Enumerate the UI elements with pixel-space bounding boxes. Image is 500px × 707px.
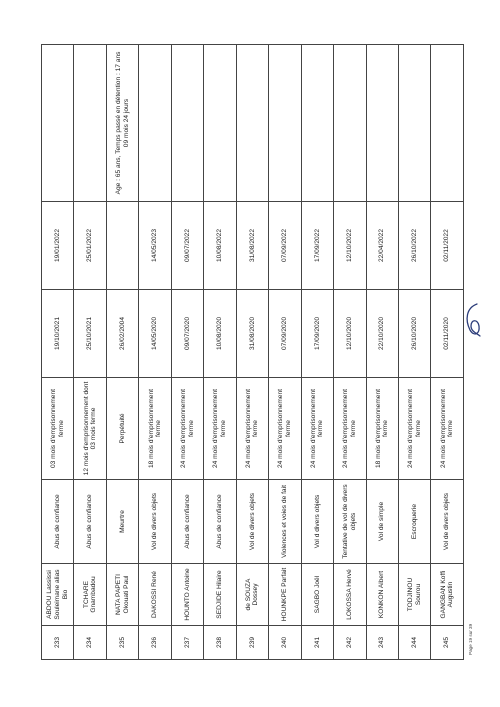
inmate-name-cell: DAKOSSI René <box>139 564 171 626</box>
row-number-cell: 236 <box>139 626 171 660</box>
detention-date-cell: 17/09/2020 <box>301 290 333 378</box>
sentence-cell: 24 mois d'emprisonnement ferme <box>171 378 203 480</box>
inmate-name-cell: KONKON Albert <box>366 564 398 626</box>
detention-date-cell: 12/10/2020 <box>334 290 366 378</box>
release-date-cell: 25/01/2022 <box>74 202 106 290</box>
detention-date-cell: 19/10/2021 <box>42 290 74 378</box>
release-date-cell <box>106 202 138 290</box>
observation-cell <box>398 45 430 202</box>
sentence-cell: 03 mois d'emprisonnement ferme <box>42 378 74 480</box>
sentence-cell: 12 mois d'emprisonnement dont 03 mois ferme <box>74 378 106 480</box>
table-row <box>171 45 203 660</box>
detention-date-cell: 26/10/2020 <box>398 290 430 378</box>
observation-cell <box>204 45 236 202</box>
table-row <box>106 45 138 660</box>
observation-cell <box>74 45 106 202</box>
table-row <box>139 45 171 660</box>
inmate-name-cell: HOUNTO Antoine <box>171 564 203 626</box>
release-date-cell: 07/09/2022 <box>269 202 301 290</box>
offense-cell: Violences et voies de fait <box>269 480 301 564</box>
observation-cell <box>366 45 398 202</box>
inmate-name-cell: SEDJIDE Hilaire <box>204 564 236 626</box>
observation-cell <box>236 45 268 202</box>
inmate-name-cell: HOUNKPE Parfait <box>269 564 301 626</box>
row-number-cell: 240 <box>269 626 301 660</box>
inmate-name-cell: NATA PAPETI Okouati Paul <box>106 564 138 626</box>
row-number-cell: 243 <box>366 626 398 660</box>
row-number-cell: 239 <box>236 626 268 660</box>
observation-cell <box>171 45 203 202</box>
release-date-cell: 17/09/2022 <box>301 202 333 290</box>
sentence-cell: 24 mois d'emprisonnement ferme <box>204 378 236 480</box>
offense-cell: Tentative de vol de divers objets <box>334 480 366 564</box>
row-number-cell: 244 <box>398 626 430 660</box>
detention-date-cell: 25/10/2021 <box>74 290 106 378</box>
table-row <box>431 45 463 660</box>
observation-cell <box>431 45 463 202</box>
observation-cell <box>139 45 171 202</box>
offense-cell: Vol de divers objets <box>139 480 171 564</box>
row-number-cell: 241 <box>301 626 333 660</box>
sentence-cell: 24 mois d'emprisonnement ferme <box>269 378 301 480</box>
table-row <box>42 45 74 660</box>
prisoner-table <box>41 44 464 660</box>
observation-cell <box>269 45 301 202</box>
release-date-cell: 19/01/2022 <box>42 202 74 290</box>
detention-date-cell: 14/05/2020 <box>139 290 171 378</box>
prisoner-table-region <box>41 45 463 660</box>
table-row <box>74 45 106 660</box>
sentence-cell: 24 mois d'emprisonnement ferme <box>398 378 430 480</box>
detention-date-cell: 09/07/2020 <box>171 290 203 378</box>
detention-date-cell: 22/10/2020 <box>366 290 398 378</box>
offense-cell: Meurtre <box>106 480 138 564</box>
observation-cell <box>334 45 366 202</box>
table-row <box>236 45 268 660</box>
row-number-cell: 238 <box>204 626 236 660</box>
offense-cell: Abus de confiance <box>42 480 74 564</box>
inmate-name-cell: GANGBAN Koffi Augustin <box>431 564 463 626</box>
inmate-name-cell: LOKOSSA Hervé <box>334 564 366 626</box>
inmate-name-cell: ABDOU Lassissi Souleimane alias Bio <box>42 564 74 626</box>
table-row <box>301 45 333 660</box>
detention-date-cell: 31/08/2020 <box>236 290 268 378</box>
offense-cell: Abus de confiance <box>171 480 203 564</box>
sentence-cell: 18 mois d'emprisonnement ferme <box>366 378 398 480</box>
table-row <box>334 45 366 660</box>
inmate-name-cell: TCHARE Gnambadou <box>74 564 106 626</box>
sentence-cell: 24 mois d'emprisonnement ferme <box>236 378 268 480</box>
offense-cell: Abus de confiance <box>74 480 106 564</box>
release-date-cell: 31/08/2022 <box>236 202 268 290</box>
sentence-cell: 24 mois d'emprisonnement ferme <box>301 378 333 480</box>
release-date-cell: 12/10/2022 <box>334 202 366 290</box>
release-date-cell: 14/05/2023 <box>139 202 171 290</box>
row-number-cell: 245 <box>431 626 463 660</box>
sentence-cell: 24 mois d'emprisonnement ferme <box>334 378 366 480</box>
offense-cell: Escroquerie <box>398 480 430 564</box>
table-body <box>42 45 464 660</box>
row-number-cell: 237 <box>171 626 203 660</box>
offense-cell: Abus de confiance <box>204 480 236 564</box>
inmate-name-cell: TODJINOU Sourou <box>398 564 430 626</box>
detention-date-cell: 10/08/2020 <box>204 290 236 378</box>
row-number-cell: 233 <box>42 626 74 660</box>
table-row <box>204 45 236 660</box>
sentence-cell: 24 mois d'emprisonnement ferme <box>431 378 463 480</box>
row-number-cell: 234 <box>74 626 106 660</box>
detention-date-cell: 26/02/2004 <box>106 290 138 378</box>
table-row <box>269 45 301 660</box>
offense-cell: Vol de divers objets <box>431 480 463 564</box>
inmate-name-cell: SAGBO Joël <box>301 564 333 626</box>
observation-cell <box>301 45 333 202</box>
row-number-cell: 242 <box>334 626 366 660</box>
handwritten-signature <box>462 300 484 340</box>
offense-cell: Vol d divers objets <box>301 480 333 564</box>
release-date-cell: 10/08/2022 <box>204 202 236 290</box>
offense-cell: Vol de simple <box>366 480 398 564</box>
sentence-cell: 18 mois d'emprisonnement ferme <box>139 378 171 480</box>
release-date-cell: 26/10/2022 <box>398 202 430 290</box>
page-number: Page 19 sur 39 <box>468 623 473 655</box>
release-date-cell: 09/07/2022 <box>171 202 203 290</box>
row-number-cell: 235 <box>106 626 138 660</box>
offense-cell: Vol de divers objets <box>236 480 268 564</box>
table-row <box>366 45 398 660</box>
release-date-cell: 02/11/2022 <box>431 202 463 290</box>
observation-cell <box>42 45 74 202</box>
detention-date-cell: 07/09/2020 <box>269 290 301 378</box>
table-row <box>398 45 430 660</box>
inmate-name-cell: de SOUZA Dossey <box>236 564 268 626</box>
detention-date-cell: 02/11/2020 <box>431 290 463 378</box>
sentence-cell: Perpétuité <box>106 378 138 480</box>
release-date-cell: 22/04/2022 <box>366 202 398 290</box>
observation-cell: Age : 65 ans, Temps passé en détention : 17 ans 09 mois 24 jours <box>106 45 138 202</box>
